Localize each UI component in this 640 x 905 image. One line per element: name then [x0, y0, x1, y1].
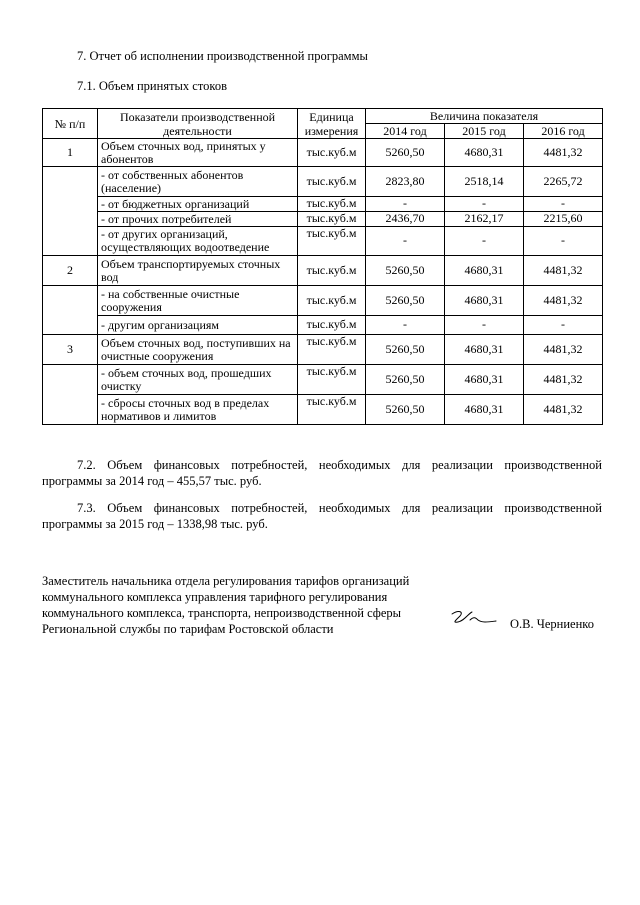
row-value-2015: 2162,17 [445, 212, 524, 227]
row-indicator: - на собственные очистные сооружения [98, 286, 298, 316]
signer-name: О.В. Черниенко [510, 617, 594, 631]
table-row [43, 335, 603, 365]
row-value-2016: 4481,32 [524, 335, 603, 365]
row-value-2014: 5260,50 [366, 286, 445, 316]
header-year: 2015 год [445, 124, 524, 139]
row-indicator: - от собственных абонентов (население) [98, 167, 298, 197]
row-unit: тыс.куб.м [298, 316, 366, 335]
row-value-2015: 2518,14 [445, 167, 524, 197]
header-indicator: Показатели производственной деятельности [98, 109, 298, 139]
row-indicator: - от других организаций, осуществляющих водоотведение [98, 227, 298, 256]
signatory-position-line: коммунального комплекса управления тарифного регулирования [42, 590, 388, 604]
row-unit: тыс.куб.м [298, 167, 366, 197]
table-row [43, 395, 603, 425]
header-unit: Единица измерения [298, 109, 366, 139]
table-row [43, 365, 603, 395]
row-value-2016: 4481,32 [524, 395, 603, 425]
row-unit: тыс.куб.м [298, 365, 366, 395]
row-value-2014: 5260,50 [366, 395, 445, 425]
row-unit: тыс.куб.м [298, 395, 366, 425]
row-indicator: - объем сточных вод, прошедших очистку [98, 365, 298, 395]
row-num [43, 365, 98, 425]
row-value-2015: 4680,31 [445, 139, 524, 167]
table-row [43, 316, 603, 335]
row-value-2016: - [524, 227, 603, 256]
row-value-2015: 4680,31 [445, 335, 524, 365]
row-unit: тыс.куб.м [298, 197, 366, 212]
row-indicator: - от бюджетных организаций [98, 197, 298, 212]
row-value-2016: - [524, 316, 603, 335]
row-value-2016: 2215,60 [524, 212, 603, 227]
row-indicator: - сбросы сточных вод в пределах нормативов и лимитов [98, 395, 298, 425]
row-value-2014: 2823,80 [366, 167, 445, 197]
row-unit: тыс.куб.м [298, 139, 366, 167]
table-row [43, 227, 603, 256]
table-row [43, 167, 603, 197]
table-row [43, 286, 603, 316]
row-value-2016: - [524, 197, 603, 212]
row-value-2016: 4481,32 [524, 256, 603, 286]
row-num: 1 [43, 139, 98, 167]
row-value-2015: 4680,31 [445, 365, 524, 395]
signatory-position-line: Заместитель начальника отдела регулирования тарифов организаций [42, 574, 410, 588]
header-num: № п/п [43, 109, 98, 139]
row-value-2016: 4481,32 [524, 286, 603, 316]
row-value-2014: 5260,50 [366, 139, 445, 167]
row-value-2015: 4680,31 [445, 395, 524, 425]
row-num: 2 [43, 256, 98, 286]
row-unit: тыс.куб.м [298, 212, 366, 227]
row-value-2014: - [366, 197, 445, 212]
header-year: 2014 год [366, 124, 445, 139]
table-row [43, 256, 603, 286]
row-value-2015: 4680,31 [445, 256, 524, 286]
row-value-2014: - [366, 316, 445, 335]
row-value-2015: - [445, 197, 524, 212]
subsection-title: 7.1. Объем принятых стоков [77, 79, 227, 93]
row-indicator: Объем сточных вод, принятых у абонентов [98, 139, 298, 167]
paragraph-7-2: 7.2. Объем финансовых потребностей, необходимых для реализации производственной программы за 2014 год – 455,57 тыс. руб. [42, 458, 602, 488]
signature-block [42, 573, 442, 637]
row-value-2016: 4481,32 [524, 139, 603, 167]
row-value-2016: 2265,72 [524, 167, 603, 197]
signatory-position-line: коммунального комплекса, транспорта, непроизводственной сферы [42, 606, 402, 620]
row-indicator: - от прочих потребителей [98, 212, 298, 227]
row-indicator: - другим организациям [98, 316, 298, 335]
row-unit: тыс.куб.м [298, 286, 366, 316]
row-value-2014: - [366, 227, 445, 256]
row-value-2015: - [445, 316, 524, 335]
row-num [43, 286, 98, 335]
row-unit: тыс.куб.м [298, 256, 366, 286]
stocks-table [42, 108, 603, 425]
header-value-group: Величина показателя [366, 109, 603, 124]
row-value-2014: 5260,50 [366, 365, 445, 395]
row-num: 3 [43, 335, 98, 365]
table-row [43, 212, 603, 227]
row-unit: тыс.куб.м [298, 335, 366, 365]
row-value-2016: 4481,32 [524, 365, 603, 395]
row-indicator: Объем сточных вод, поступивших на очистные сооружения [98, 335, 298, 365]
table-row [43, 139, 603, 167]
table-row [43, 197, 603, 212]
row-indicator: Объем транспортируемых сточных вод [98, 256, 298, 286]
row-value-2014: 5260,50 [366, 335, 445, 365]
paragraph-7-3: 7.3. Объем финансовых потребностей, необходимых для реализации производственной программы за 2015 год – 1338,98 тыс. руб. [42, 501, 602, 531]
row-unit: тыс.куб.м [298, 227, 366, 256]
row-value-2015: - [445, 227, 524, 256]
row-value-2014: 2436,70 [366, 212, 445, 227]
handwritten-signature [448, 608, 498, 630]
row-value-2014: 5260,50 [366, 256, 445, 286]
signatory-position-line: Региональной службы по тарифам Ростовской области [42, 622, 334, 636]
header-year: 2016 год [524, 124, 603, 139]
row-value-2015: 4680,31 [445, 286, 524, 316]
row-num [43, 167, 98, 256]
section-title: 7. Отчет об исполнении производственной программы [77, 49, 368, 63]
